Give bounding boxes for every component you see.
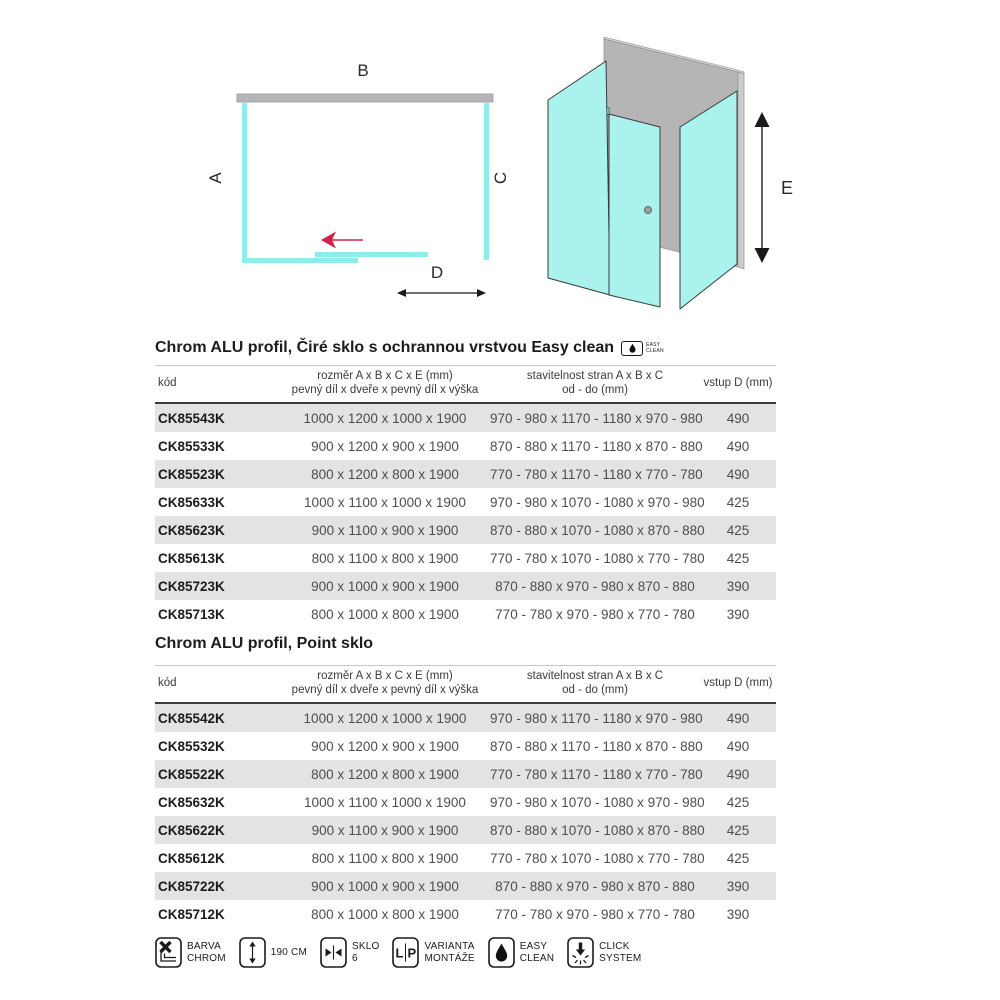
click-system-icon — [567, 937, 594, 968]
cell-stavitelnost: 870 - 880 x 1170 - 1180 x 870 - 880 — [490, 438, 703, 454]
cell-vstup: 425 — [726, 794, 750, 810]
cell-rozmer: 1000 x 1100 x 1000 x 1900 — [304, 794, 466, 810]
cell-stavitelnost: 870 - 880 x 1170 - 1180 x 870 - 880 — [490, 738, 703, 754]
cell-vstup: 490 — [726, 438, 750, 454]
cell-vstup: 425 — [726, 822, 750, 838]
plan-view-diagram — [195, 50, 515, 310]
cell-stavitelnost: 970 - 980 x 1070 - 1080 x 970 - 980 — [490, 794, 705, 810]
table-row — [155, 703, 776, 732]
header-kod: kód — [155, 366, 280, 404]
cell-code: CK85632K — [158, 794, 225, 810]
table-row — [155, 844, 776, 872]
header-rozmer: rozměr A x B x C x E (mm) pevný díl x dveře x pevný díl x výška — [280, 366, 490, 404]
header-kod: kód — [155, 666, 280, 704]
cell-stavitelnost: 770 - 780 x 1170 - 1180 x 770 - 780 — [490, 766, 703, 782]
variant-lp-icon — [392, 937, 419, 968]
table-row — [155, 572, 776, 600]
header-rozmer: rozměr A x B x C x E (mm) pevný díl x dveře x pevný díl x výška — [280, 666, 490, 704]
table-row — [155, 872, 776, 900]
legend-label: 190 CM — [270, 946, 307, 958]
legend-label: CLICK SYSTEM — [599, 940, 642, 964]
corner-profile-icon — [155, 937, 182, 968]
table-row — [155, 788, 776, 816]
cell-code: CK85542K — [158, 710, 225, 726]
legend-item-varianta — [392, 937, 474, 968]
legend-label: EASY CLEAN — [519, 940, 555, 964]
wall-edge-strip — [738, 72, 744, 269]
table-row — [155, 816, 776, 844]
legend-bar — [155, 937, 641, 968]
cell-vstup: 490 — [726, 766, 750, 782]
iso-view-diagram — [540, 25, 810, 325]
cell-rozmer: 900 x 1000 x 900 x 1900 — [311, 578, 459, 594]
cell-vstup: 490 — [726, 738, 750, 754]
cell-code: CK85532K — [158, 738, 225, 754]
table-row — [155, 544, 776, 572]
iso-label-e: E — [780, 178, 794, 198]
cell-stavitelnost: 970 - 980 x 1170 - 1180 x 970 - 980 — [490, 410, 703, 426]
cell-rozmer: 800 x 1100 x 800 x 1900 — [311, 550, 459, 566]
entry-width-arrow — [397, 289, 486, 297]
cell-code: CK85622K — [158, 822, 225, 838]
wall-bar — [237, 94, 493, 102]
table-row — [155, 460, 776, 488]
door-knob — [645, 207, 652, 214]
cell-vstup: 490 — [726, 710, 750, 726]
plan-label-c: C — [491, 171, 510, 185]
cell-code: CK85723K — [158, 578, 225, 594]
legend-item-height — [239, 937, 307, 968]
table-header-row — [155, 666, 776, 704]
cell-rozmer: 800 x 1200 x 800 x 1900 — [311, 466, 459, 482]
section1-title-row — [155, 339, 664, 357]
table-clear-glass — [155, 365, 776, 628]
cell-stavitelnost: 770 - 780 x 970 - 980 x 770 - 780 — [495, 606, 695, 622]
cell-stavitelnost: 770 - 780 x 970 - 980 x 770 - 780 — [495, 906, 695, 922]
cell-vstup: 490 — [726, 466, 750, 482]
cell-stavitelnost: 770 - 780 x 1170 - 1180 x 770 - 780 — [490, 466, 703, 482]
table-header-row — [155, 366, 776, 404]
cell-stavitelnost: 770 - 780 x 1070 - 1080 x 770 - 780 — [490, 550, 705, 566]
easy-clean-badge-text: EASY CLEAN — [646, 342, 664, 354]
easy-clean-drop-icon — [621, 341, 643, 356]
cell-stavitelnost: 870 - 880 x 970 - 980 x 870 - 880 — [495, 578, 695, 594]
cell-rozmer: 900 x 1000 x 900 x 1900 — [311, 878, 459, 894]
cell-code: CK85523K — [158, 466, 225, 482]
table-row — [155, 432, 776, 460]
table-row — [155, 488, 776, 516]
table-row — [155, 516, 776, 544]
cell-stavitelnost: 870 - 880 x 1070 - 1080 x 870 - 880 — [490, 522, 705, 538]
cell-code: CK85712K — [158, 906, 225, 922]
svg-text:L: L — [396, 945, 404, 961]
plan-label-a: A — [206, 172, 225, 184]
cell-code: CK85533K — [158, 438, 225, 454]
cell-code: CK85543K — [158, 410, 225, 426]
cell-code: CK85522K — [158, 766, 225, 782]
table-point-glass — [155, 665, 776, 928]
legend-label: BARVA CHROM — [187, 940, 226, 964]
cell-rozmer: 1000 x 1200 x 1000 x 1900 — [303, 410, 467, 426]
table-row — [155, 403, 776, 432]
cell-rozmer: 1000 x 1200 x 1000 x 1900 — [303, 710, 467, 726]
cell-code: CK85633K — [158, 494, 225, 510]
cell-rozmer: 800 x 1200 x 800 x 1900 — [311, 766, 459, 782]
cell-rozmer: 900 x 1200 x 900 x 1900 — [311, 438, 459, 454]
cell-stavitelnost: 870 - 880 x 1070 - 1080 x 870 - 880 — [490, 822, 705, 838]
cell-vstup: 425 — [726, 522, 750, 538]
header-stavitelnost: stavitelnost stran A x B x C od - do (mm) — [490, 666, 700, 704]
cell-stavitelnost: 870 - 880 x 970 - 980 x 870 - 880 — [495, 878, 695, 894]
cell-vstup: 390 — [726, 906, 750, 922]
header-stavitelnost: stavitelnost stran A x B x C od - do (mm) — [490, 366, 700, 404]
glass-thickness-icon — [320, 937, 347, 968]
glass-panel-c — [484, 103, 489, 260]
glass-door-panel — [609, 114, 660, 307]
cell-stavitelnost: 770 - 780 x 1070 - 1080 x 770 - 780 — [490, 850, 705, 866]
table-row — [155, 732, 776, 760]
legend-item-click-system — [567, 937, 641, 968]
glass-fixed-bottom — [242, 258, 358, 263]
cell-code: CK85623K — [158, 522, 225, 538]
cell-vstup: 425 — [726, 850, 750, 866]
cell-vstup: 425 — [726, 494, 750, 510]
glass-panel-a — [242, 103, 247, 263]
table-row — [155, 600, 776, 628]
easy-clean-drop-icon — [488, 937, 515, 968]
height-arrow-icon — [239, 937, 266, 968]
cell-code: CK85722K — [158, 878, 225, 894]
legend-label: SKLO 6 — [352, 940, 380, 964]
legend-item-easy-clean — [488, 937, 554, 968]
glass-sliding-door — [315, 252, 428, 257]
cell-vstup: 425 — [726, 550, 750, 566]
door-direction-arrow — [321, 232, 363, 249]
legend-item-sklo — [320, 937, 379, 968]
section2-title-row — [155, 635, 373, 653]
glass-side-panel-right — [680, 91, 737, 309]
cell-code: CK85613K — [158, 550, 225, 566]
cell-code: CK85612K — [158, 850, 225, 866]
section2-title: Chrom ALU profil, Point sklo — [155, 635, 374, 652]
table-row — [155, 760, 776, 788]
glass-side-panel-left — [548, 61, 610, 295]
cell-vstup: 390 — [726, 578, 750, 594]
svg-text:P: P — [407, 945, 417, 961]
cell-rozmer: 800 x 1000 x 800 x 1900 — [311, 606, 459, 622]
cell-vstup: 390 — [726, 878, 750, 894]
cell-rozmer: 800 x 1000 x 800 x 1900 — [311, 906, 459, 922]
header-vstup: vstup D (mm) — [700, 366, 776, 404]
legend-label: VARIANTA MONTÁŽE — [424, 940, 475, 964]
cell-stavitelnost: 970 - 980 x 1070 - 1080 x 970 - 980 — [490, 494, 705, 510]
page-title: Chrom ALU profil, Čiré sklo s ochrannou vrstvou Easy clean — [155, 339, 615, 356]
cell-rozmer: 900 x 1200 x 900 x 1900 — [311, 738, 459, 754]
cell-rozmer: 1000 x 1100 x 1000 x 1900 — [304, 494, 466, 510]
cell-stavitelnost: 970 - 980 x 1170 - 1180 x 970 - 980 — [490, 710, 703, 726]
easy-clean-badge — [621, 341, 664, 356]
plan-label-b: B — [357, 61, 369, 80]
header-vstup: vstup D (mm) — [700, 666, 776, 704]
plan-label-d: D — [430, 263, 444, 282]
cell-code: CK85713K — [158, 606, 225, 622]
table-row — [155, 900, 776, 928]
cell-vstup: 490 — [726, 410, 750, 426]
cell-vstup: 390 — [726, 606, 750, 622]
cell-rozmer: 900 x 1100 x 900 x 1900 — [311, 522, 459, 538]
height-arrow — [755, 112, 770, 263]
cell-rozmer: 800 x 1100 x 800 x 1900 — [311, 850, 459, 866]
cell-rozmer: 900 x 1100 x 900 x 1900 — [311, 822, 459, 838]
legend-item-barva-chrom — [155, 937, 226, 968]
